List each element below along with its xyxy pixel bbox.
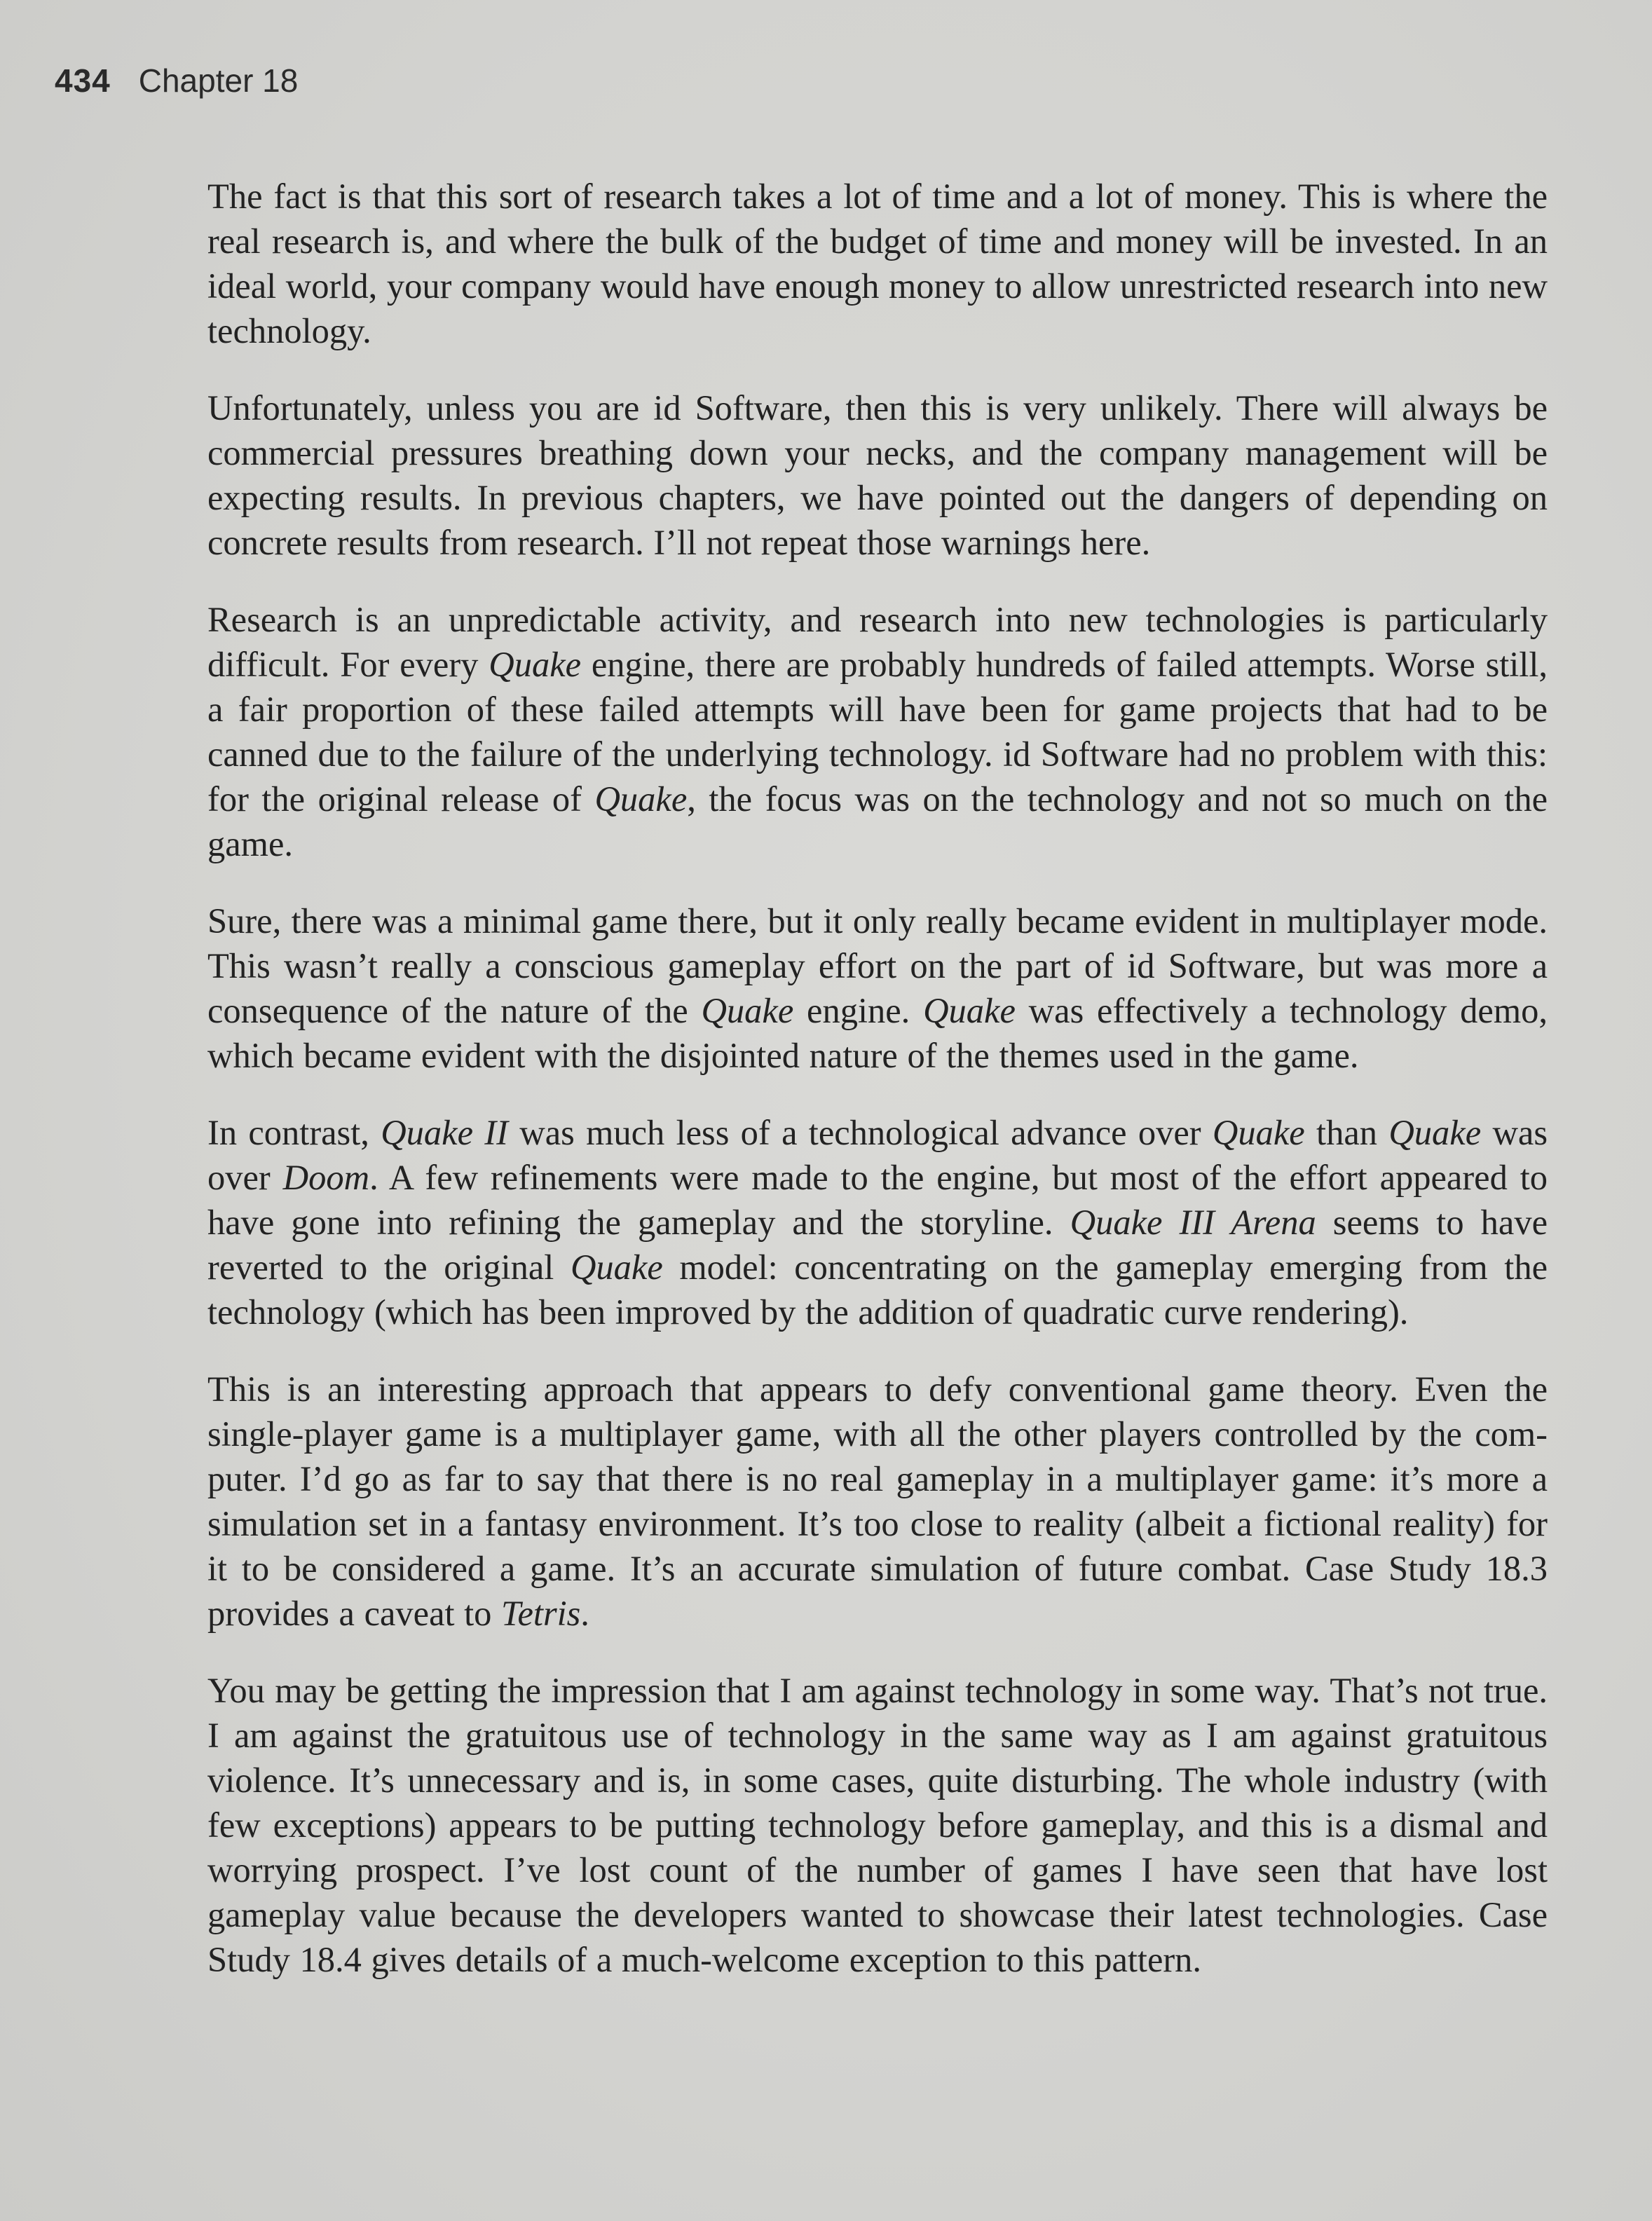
italic-title: Doom	[282, 1158, 370, 1197]
paragraph	[207, 174, 1548, 353]
paragraph	[207, 597, 1548, 866]
italic-title: Quake	[489, 645, 582, 684]
paragraph	[207, 1668, 1548, 1982]
text-run: was much less of a technological advance over	[507, 1113, 1213, 1152]
text-run: engine, there are probably hundreds of failed attempts. Worse still, a fair proportion of these failed attempts will have been for game projects that had to be canned due to the failure of the underlying technology. id Software had no problem with this: for the original release of	[207, 645, 1548, 819]
text-run: In contrast,	[207, 1113, 381, 1152]
italic-title: Quake II	[381, 1113, 508, 1152]
text-run: . A few refinements were made to the engine, but most of the effort appeared to have gone into refining the gameplay and the storyline.	[207, 1158, 1548, 1242]
chapter-label: Chapter 18	[138, 62, 299, 99]
italic-title: Tetris	[501, 1594, 581, 1633]
text-run: model: concentrating on the gameplay emerging from the technology (which has been improved by the addition of quadratic curve rendering).	[207, 1248, 1548, 1332]
italic-title: Quake	[923, 991, 1016, 1030]
paragraph	[207, 1367, 1548, 1636]
text-run: than	[1304, 1113, 1389, 1152]
italic-title: Quake	[570, 1248, 663, 1287]
running-head	[55, 62, 298, 100]
italic-title: Quake III Arena	[1070, 1203, 1316, 1242]
text-run: was effectively a technology demo, which became evident with the disjointed nature of the themes used in the game.	[207, 991, 1548, 1075]
text-run: You may be getting the impression that I am against technology in some way. That’s not true. I am against the gratuitous use of technology in the same way as I am against gratuitous violence. It’s unnecessary and is, in some cases, quite disturbing. The whole industry (with few exceptions) appears to be putting technology before gameplay, and this is a dismal and worrying prospect. I’ve lost count of the number of games I have seen that have lost gameplay value because the developers wanted to showcase their latest technologies. Case Study 18.4 gives details of a much-welcome exception to this pattern.	[207, 1671, 1548, 1979]
text-run: , the focus was on the technology and not so much on the game.	[207, 779, 1548, 863]
text-run: Unfortunately, unless you are id Software, then this is very unlikely. There will always be commercial pressures breathing down your necks, and the company management will be expecting results. In previous chapters, we have pointed out the dangers of depending on concrete results from research. I’ll not repeat those warnings here.	[207, 388, 1548, 562]
italic-title: Quake	[1388, 1113, 1482, 1152]
paragraph	[207, 1110, 1548, 1334]
text-run: Research is an unpredictable activity, and research into new technologies is particularly difficult. For every	[207, 600, 1548, 684]
text-run: .	[580, 1594, 589, 1633]
text-run: engine.	[793, 991, 924, 1030]
italic-title: Quake	[701, 991, 794, 1030]
text-run: The fact is that this sort of research takes a lot of time and a lot of money. This is where the real research is, and where the bulk of the budget of time and money will be invested. In an ideal world, your company would have enough money to allow unrestricted research into new technology.	[207, 177, 1548, 350]
text-run: was over	[207, 1113, 1548, 1197]
italic-title: Quake	[1212, 1113, 1305, 1152]
body-text	[207, 174, 1548, 2014]
text-run: This is an interesting approach that appears to defy conventional game theory. Even the single-player game is a multiplayer game, with all the other players controlled by the com-puter. I’d go as far to say that there is no real gameplay in a multiplayer game: it’s more a simulation set in a fantasy environment. It’s too close to reality (albeit a fictional reality) for it to be considered a game. It’s an accurate simulation of future combat. Case Study 18.3 provides a caveat to	[207, 1369, 1548, 1633]
italic-title: Quake	[594, 779, 688, 819]
paragraph	[207, 385, 1548, 565]
paragraph	[207, 898, 1548, 1078]
text-run: seems to have reverted to the original	[207, 1203, 1548, 1287]
page-number: 434	[55, 62, 111, 99]
text-run: Sure, there was a minimal game there, but it only really became evident in multiplayer mode. This wasn’t really a conscious gameplay effort on the part of id Software, but was more a consequence of the nature of the	[207, 901, 1548, 1030]
